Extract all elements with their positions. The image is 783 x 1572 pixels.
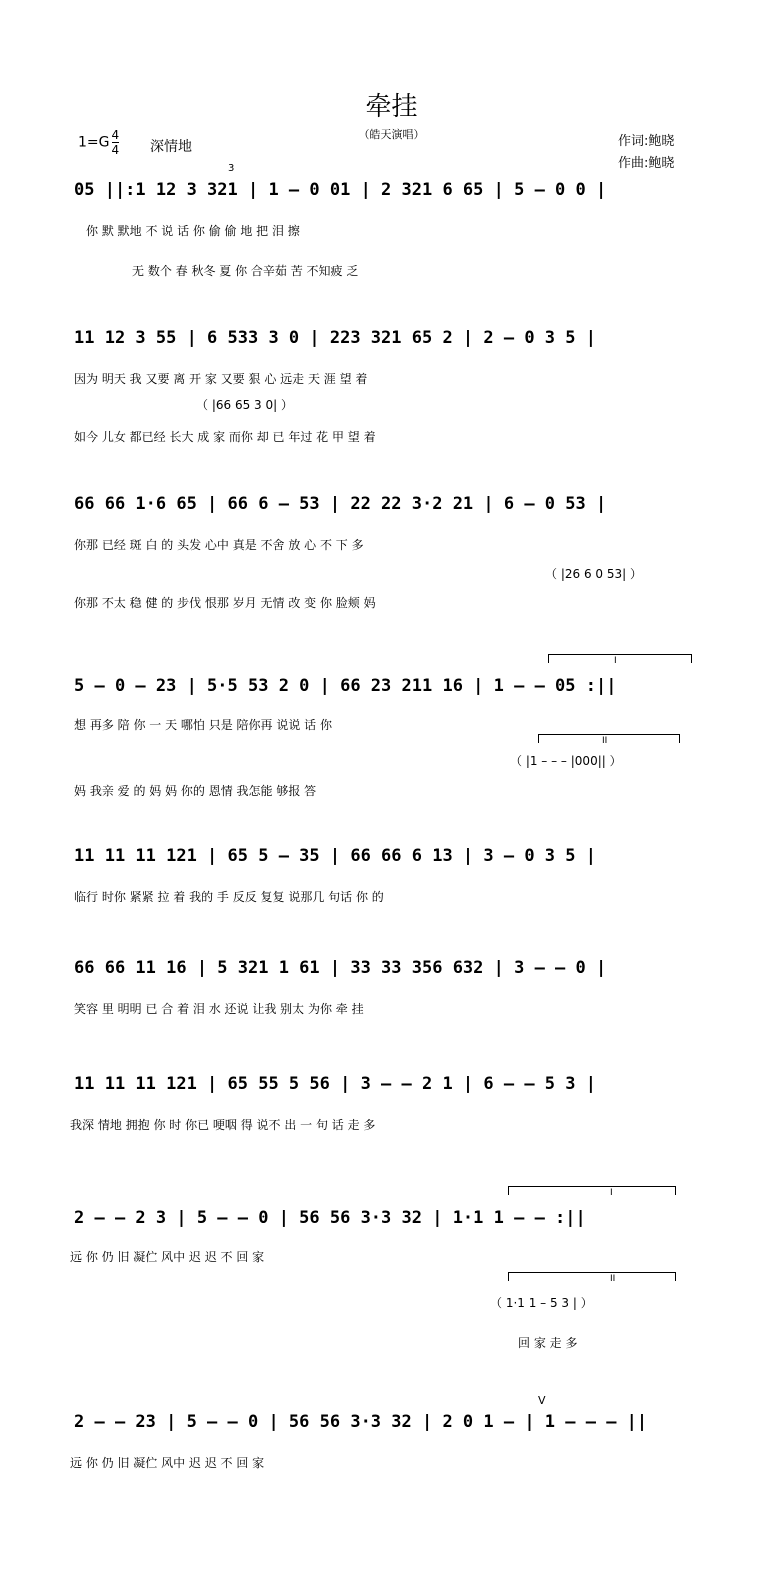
- volta-first-label-2: I: [610, 1188, 613, 1198]
- volta-second-ending-2: [508, 1272, 676, 1281]
- lyric-line: 你 默 默地 不 说 话 你 偷 偷 地 把 泪 擦: [86, 224, 300, 238]
- lyricist-credit: 作词:鲍晓: [618, 134, 675, 149]
- lyric-line: 远 你 仍 旧 凝伫 风中 迟 迟 不 回 家: [70, 1456, 265, 1470]
- time-signature: [112, 128, 120, 157]
- lyric-line: （ |26 6 0 53| ）: [545, 567, 642, 581]
- tempo-marking: 深情地: [150, 139, 192, 155]
- lyric-line: 远 你 仍 旧 凝伫 风中 迟 迟 不 回 家: [70, 1250, 265, 1264]
- song-title: 牵挂: [365, 92, 418, 122]
- notation-row: 2 – – 2 3 | 5 – – 0 | 56 56 3·3 32 | 1·1 1 – – :||: [74, 1208, 586, 1228]
- lyric-line: 妈 我亲 爱 的 妈 妈 你的 恩情 我怎能 够报 答: [74, 784, 317, 798]
- volta-second-label-2: II: [610, 1274, 616, 1284]
- lyric-line: 我深 情地 拥抱 你 时 你已 哽咽 得 说不 出 一 句 话 走 多: [70, 1118, 376, 1132]
- key-label: 1=G: [78, 134, 110, 151]
- notation-row: 5 – 0 – 23 | 5·5 53 2 0 | 66 23 211 16 | 1 – – 05 :||: [74, 676, 617, 696]
- lyric-line: （ |66 65 3 0| ）: [196, 398, 293, 412]
- volta-first-ending-2: [508, 1186, 676, 1195]
- lyric-line: 回 家 走 多: [518, 1336, 578, 1350]
- triplet-mark: 3: [228, 163, 235, 174]
- lyric-line: （ |1 – – – |000|| ）: [510, 754, 622, 768]
- notation-row: 2 – – 23 | 5 – – 0 | 56 56 3·3 32 | 2 0 1 – | 1 – – – ||: [74, 1412, 648, 1432]
- notation-row: 05 ||:1 12 3 321 | 1 – 0 01 | 2 321 6 65 | 5 – 0 0 |: [74, 180, 607, 200]
- time-denominator: 4: [111, 143, 120, 157]
- lyric-line: 如今 儿女 都已经 长大 成 家 而你 却 已 年过 花 甲 望 着: [74, 430, 376, 444]
- singer-credit: （皓天演唱）: [358, 128, 425, 141]
- notation-row: 66 66 1·6 65 | 66 6 – 53 | 22 22 3·2 21 | 6 – 0 53 |: [74, 494, 607, 514]
- lyric-line: 你那 已经 斑 白 的 头发 心中 真是 不舍 放 心 不 下 多: [74, 538, 364, 552]
- key-signature: [78, 128, 119, 157]
- lyric-line: 无 数个 春 秋冬 夏 你 合辛茹 苦 不知疲 乏: [132, 264, 359, 278]
- volta-second-label: II: [602, 736, 608, 746]
- time-numerator: 4: [111, 128, 120, 142]
- notation-row: 11 11 11 121 | 65 5 – 35 | 66 66 6 13 | 3 – 0 3 5 |: [74, 846, 596, 866]
- volta-first-ending: [548, 654, 692, 663]
- notation-row: 11 12 3 55 | 6 533 3 0 | 223 321 65 2 | 2 – 0 3 5 |: [74, 328, 596, 348]
- breath-mark: V: [538, 1394, 546, 1407]
- lyric-line: 笑容 里 明明 已 合 着 泪 水 还说 让我 别太 为你 牵 挂: [74, 1002, 364, 1016]
- volta-first-label: I: [614, 656, 617, 666]
- lyric-line: 因为 明天 我 又要 离 开 家 又要 狠 心 远走 天 涯 望 着: [74, 372, 368, 386]
- volta-second-ending: [538, 734, 680, 743]
- lyric-line: 临行 时你 紧紧 拉 着 我的 手 反反 复复 说那几 句话 你 的: [74, 890, 384, 904]
- notation-row: 66 66 11 16 | 5 321 1 61 | 33 33 356 632 | 3 – – 0 |: [74, 958, 607, 978]
- lyric-line: （ 1·1 1 – 5 3 | ）: [490, 1296, 593, 1310]
- lyric-line: 你那 不太 稳 健 的 步伐 恨那 岁月 无情 改 变 你 脸颊 妈: [74, 596, 376, 610]
- composer-credit: 作曲:鲍晓: [618, 156, 675, 171]
- lyric-line: 想 再多 陪 你 一 天 哪怕 只是 陪你再 说说 话 你: [74, 718, 332, 732]
- notation-row: 11 11 11 121 | 65 55 5 56 | 3 – – 2 1 | 6 – – 5 3 |: [74, 1074, 596, 1094]
